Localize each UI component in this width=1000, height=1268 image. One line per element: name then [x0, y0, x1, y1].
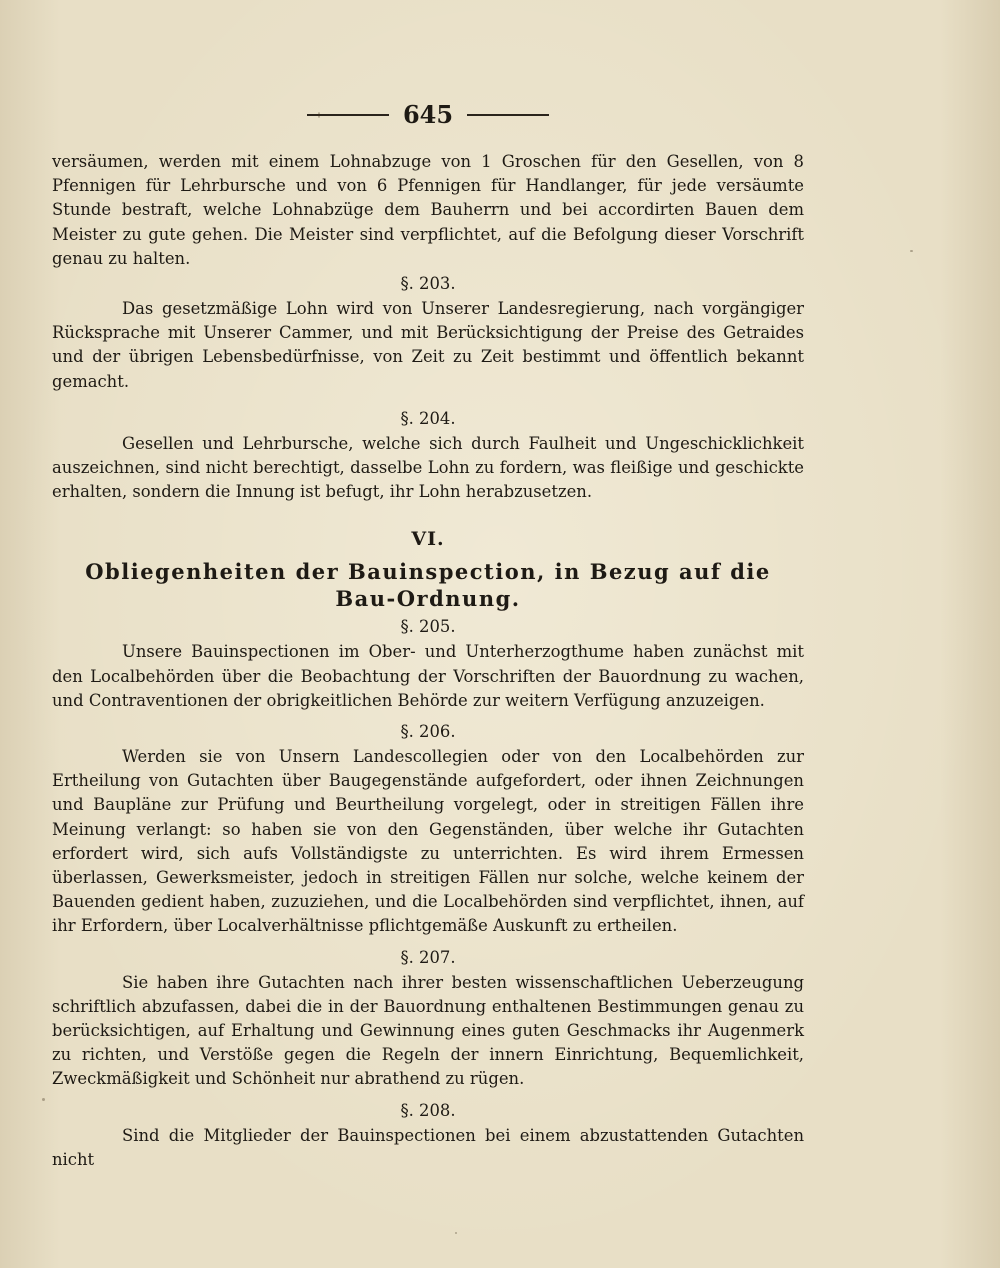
section-title-line2: Bau-Ordnung. — [335, 586, 521, 612]
paragraph-heading-204: §. 204. — [400, 408, 456, 428]
section-numeral: VI. — [411, 528, 445, 551]
paragraph-208: Sind die Mitglieder der Bauinspectionen bei einem abzustattenden Gutachten nicht — [52, 1125, 804, 1169]
paragraph-heading-205: §. 205. — [400, 617, 456, 637]
paragraph-heading-203: §. 203. — [400, 274, 456, 294]
page-number: 645 — [402, 100, 454, 129]
header-rule-right — [467, 114, 549, 116]
paper-speck — [42, 1098, 45, 1101]
paragraph-205: Unsere Bauinspectionen im Ober- und Unterherzogthume haben zunächst mit den Localbehörden über die Beobachtung der Vorschriften der Bauordnung zu wachen, und Contraventionen der obrigkeitlichen Behörde zur weitern Verfügung anzuzeigen. — [52, 642, 804, 710]
paragraph-207: Sie haben ihre Gutachten nach ihrer besten wissenschaftlichen Ueberzeugung schriftlich abzufassen, dabei die in der Bauordnung enthaltenen Bestimmungen genau zu berücksichtigen, auf Erhaltung und Gewinnung eines guten Geschmacks ihr Augenmerk zu richten, und Verstöße gegen die Regeln der innern Einrichtung, Bequemlichkeit, Zweckmäßigkeit und Schönheit nur abrathend zu rügen. — [52, 972, 804, 1089]
paragraph-heading-207: §. 207. — [400, 947, 456, 967]
paragraph-203: Das gesetzmäßige Lohn wird von Unserer Landesregierung, nach vorgängiger Rücksprache mit Unserer Cammer, und mit Berücksichtigung der Preise des Getraides und der übrigen Lebensbedürfnisse, von Zeit zu Zeit bestimmt und öffentlich bekannt gemacht. — [52, 299, 804, 391]
paragraph-204: Gesellen und Lehrbursche, welche sich durch Faulheit und Ungeschicklichkeit auszeichnen, sind nicht berechtigt, dasselbe Lohn zu fordern, was fleißige und geschickte erhalten, sondern die Innung ist befugt, ihr Lohn herabzusetzen. — [52, 433, 804, 502]
paper-speck — [910, 250, 913, 252]
page-header — [52, 100, 804, 129]
paragraph-heading-206: §. 206. — [400, 722, 456, 742]
paper-speck — [318, 112, 320, 118]
paragraph-heading-208: §. 208. — [400, 1100, 456, 1120]
section-title-line1: Obliegenheiten der Bauinspection, in Bezug auf die — [85, 559, 771, 585]
body-text — [52, 150, 804, 1172]
paragraph-continuation: versäumen, werden mit einem Lohnabzuge von 1 Groschen für den Gesellen, von 8 Pfennigen für Lehrbursche und von 6 Pfennigen für Handlanger, für jede versäumte Stunde bestraft, welche Lohnabzüge dem Bauherrn und bei accordirten Bauen dem Meister zu gute gehen. Die Meister sind verpflichtet, auf die Befolgung dieser Vorschrift genau zu halten. — [52, 152, 804, 268]
paper-speck — [455, 1232, 457, 1234]
paragraph-206: Werden sie von Unsern Landescollegien oder von den Localbehörden zur Ertheilung von Gutachten über Baugegenstände aufgefordert, oder ihnen Zeichnungen und Baupläne zur Prüfung und Beurtheilung vorgelegt, oder in streitigen Fällen ihre Meinung verlangt: so haben sie von den Gegenständen, über welche ihr Gutachten erfordert wird, sich aufs Vollständigste zu unterrichten. Es wird ihrem Ermessen überlassen, Gewerksmeister, jedoch in streitigen Fällen nur solche, welche keinem der Bauenden gedient haben, zuzuziehen, und die Localbehörden sind verpflichtet, ihnen, auf ihr Erfordern, über Localverhältnisse pflichtgemäße Auskunft zu ertheilen. — [52, 747, 804, 936]
